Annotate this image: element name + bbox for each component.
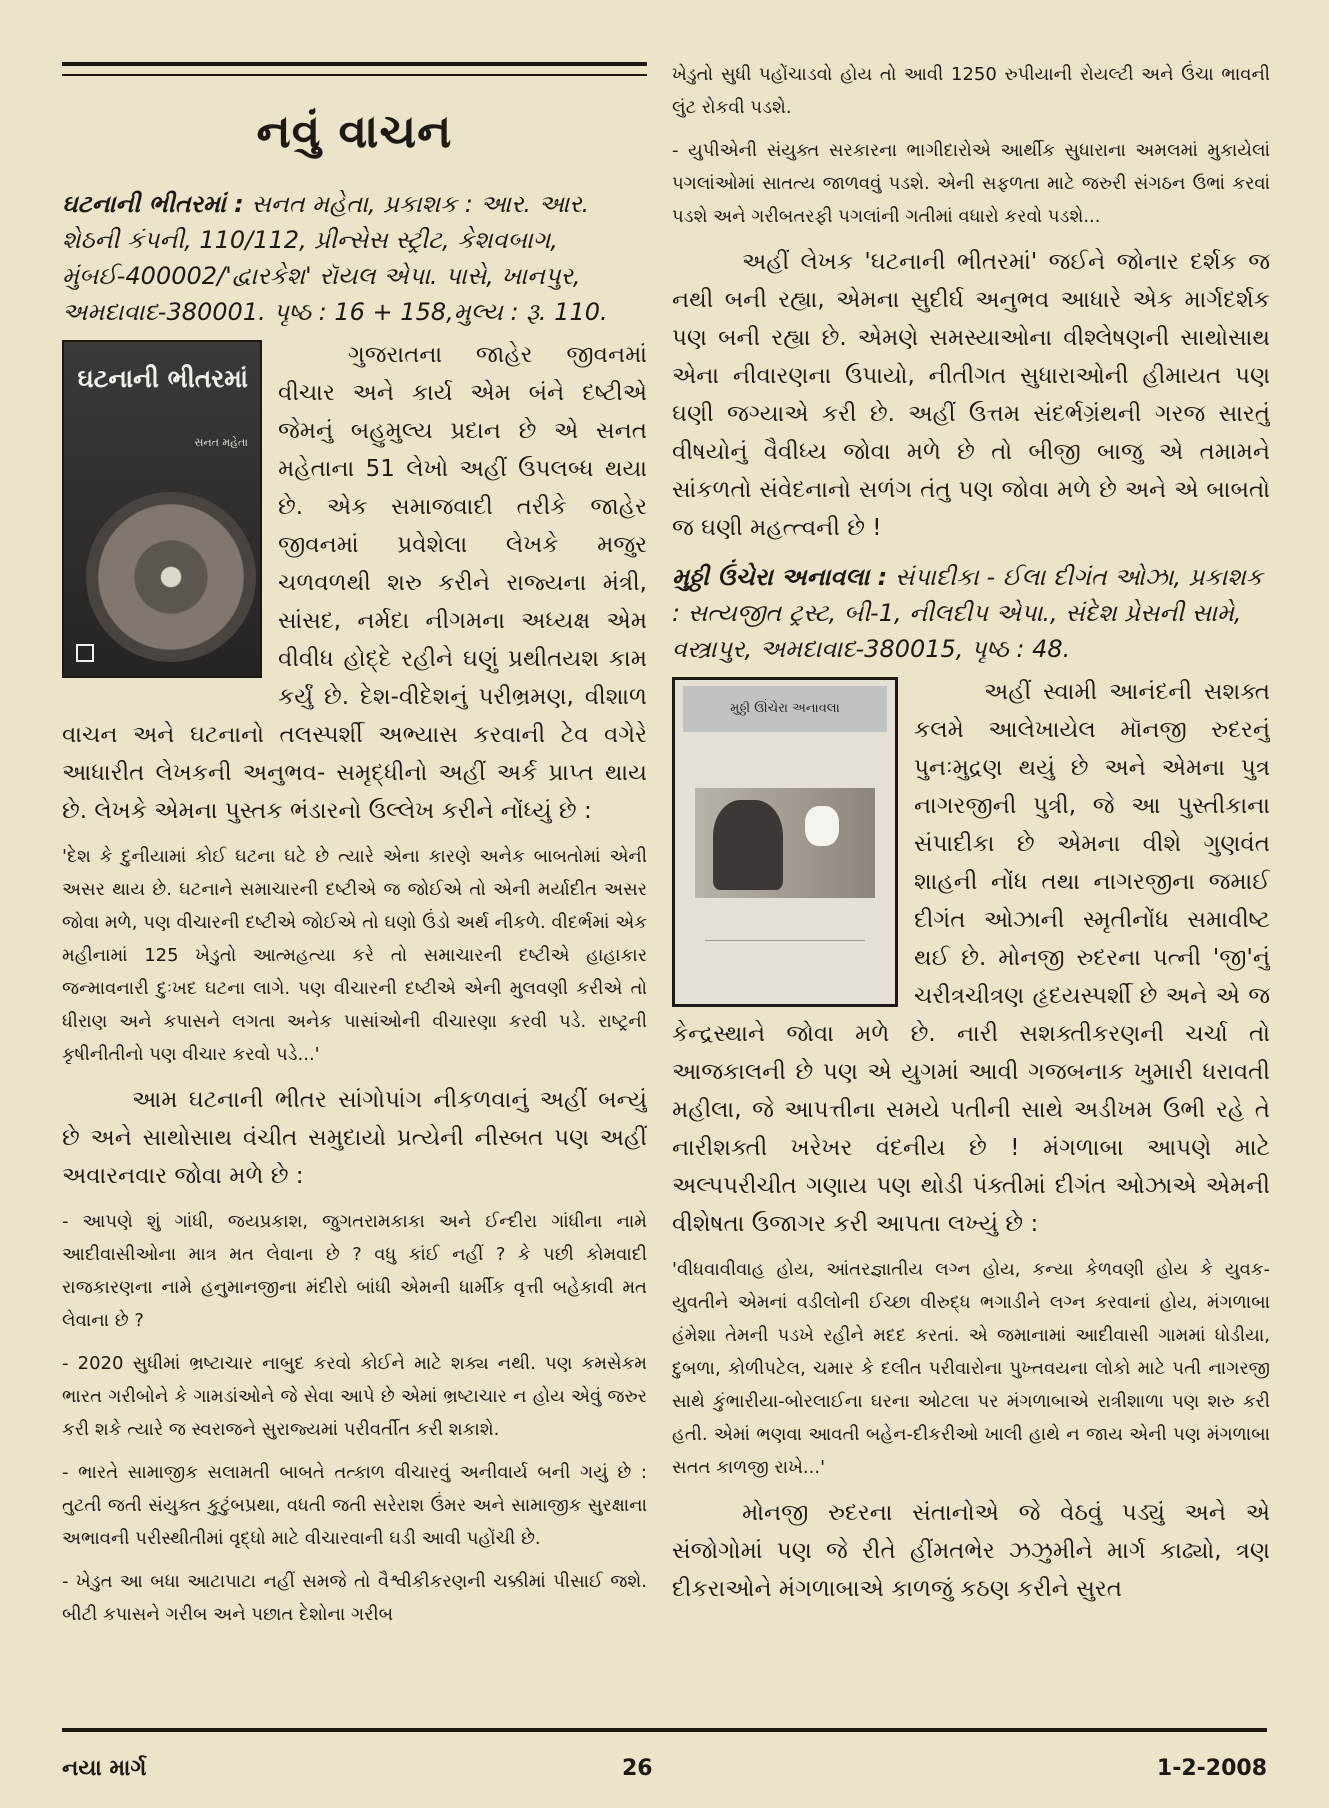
section-title: નવું વાચન [256, 104, 453, 158]
book1-bullet-5: - યુપીએની સંયુક્ત સરકારના ભાગીદારોએ આર્થીક સુધારાના અમલમાં મુકાયેલાં પગલાંઓમાં સાતત્ય જાળવવું પડશે. એની સફળતા માટે જરુરી સંગઠન ઉભાં કરવાં પડશે અને ગરીબતરફી પગલાંની ગતીમાં વધારો કરવો પડશે... [672, 140, 1270, 227]
footer-rule [62, 1728, 1267, 1732]
book1-title: ઘટનાની ભીતરમાં : [62, 190, 244, 218]
book1-quote: 'દેશ કે દુનીયામાં કોઈ ઘટના ઘટે છે ત્યારે એના કારણે અનેક બાબતોમાં એની અસર થાય છે. ઘટનાને સમાચારની દષ્ટીએ જ જોઈએ તો એની મર્યાદીત અસર જોવા મળે, પણ વીચારની દષ્ટીએ જોઈએ તો ઘણો ઉંડો અર્થ નીકળે. વીદર્ભમાં એક મહીનામાં 125 ખેડુતો આત્મહત્યા કરે તો સમાચારની દષ્ટીએ હાહાકાર જન્માવનારી દુઃખદ ઘટના લાગે. પણ વીચારની દષ્ટીએ એની મુલવણી કરીએ તો ધીરાણ અને કપાસને લગતા અનેક પાસાંઓની વીચારણા કરવી પડે. રાષ્ટ્રની કૃષીનીતીનો પણ વીચાર કરવો પડે...' [62, 846, 647, 1065]
left-column [62, 58, 647, 1718]
book1-para2: આમ ઘટનાની ભીતર સાંગોપાંગ નીકળવાનું અહીં બન્યું છે અને સાથોસાથ વંચીત સમુદાયો પ્રત્યેની નીસ્બત પણ અહીં અવારનવાર જોવા મળે છે : [62, 1087, 647, 1189]
book1-para1: ગુજરાતના જાહેર જીવનમાં વીચાર અને કાર્ય એમ બંને દષ્ટીએ જેમનું બહુમુલ્ય પ્રદાન છે એ સનત મહેતાના 51 લેખો અહીં ઉપલબ્ધ થયા છે. એક સમાજવાદી તરીકે જાહેર જીવનમાં પ્રવેશેલા લેખકે મજુર ચળવળથી શરુ કરીને રાજ્યના મંત્રી, સાંસદ, નર્મદા નીગમના અધ્યક્ષ એમ વીવીધ હોદ્દે રહીને ઘણું પ્રથીતયશ કામ કર્યું છે. દેશ-વીદેશનું પરીભ્રમણ, વીશાળ વાચન અને ઘટનાનો તલસ્પર્શી અભ્યાસ કરવાની ટેવ વગેરે આધારીત લેખકની અનુભવ- સમૃદ્ધીનો અહીં અર્ક પ્રાપ્ત થાય છે. લેખકે એમના પુસ્તક ભંડારનો ઉલ્લેખ કરીને નોંધ્યું છે : [62, 342, 647, 824]
book1-cover [62, 340, 262, 678]
book1-heading [62, 186, 647, 330]
book1-bullet-2: - 2020 સુધીમાં ભ્રષ્ટાચાર નાબુદ કરવો કોઈને માટે શક્ય નથી. પણ કમસેકમ ભારત ગરીબોને કે ગામડાંઓને જે સેવા આપે છે એમાં ભ્રષ્ટાચાર ન હોય એવું જરુર કરી શકે ત્યારે જ સ્વરાજને સુરાજ્યમાં પરીવર્તીત કરી શકાશે. [62, 1353, 647, 1440]
book1-details: સનત મહેતા, પ્રકાશક : આર. આર. શેઠની કંપની, 110/112, પ્રીન્સેસ સ્ટ્રીટ, કેશવબાગ, મુંબઈ-400002/'દ્વારકેશ' રૉયલ એપા. પાસે, ખાનપુર, અમદાવાદ-380001. પૃષ્ઠ : 16 + 158,મુલ્ય : રૂ. 110. [62, 190, 608, 326]
book2-title: મુઠ્ઠી ઉંચેરા અનાવલા : [672, 563, 888, 591]
right-column [672, 58, 1270, 1718]
book1-bullet-1: - આપણે શું ગાંધી, જયપ્રકાશ, જુગતરામકાકા અને ઈન્દીરા ગાંધીના નામે આદીવાસીઓના માત્ર મત લેવાના છે ? વધુ કાંઈ નહીં ? કે પછી કોમવાદી રાજકારણના નામે હનુમાનજીના મંદીરો બાંધી એમની ધાર્મીક વૃત્તી બહેકાવી મત લેવાના છે ? [62, 1211, 647, 1331]
footer-date: 1-2-2008 [1156, 1756, 1267, 1781]
disc-graphic [86, 492, 256, 662]
top-rule-thin [62, 74, 647, 76]
cover-small-text [705, 940, 865, 965]
right-continuation: ખેડુતો સુધી પહોંચાડવો હોય તો આવી 1250 રુપીયાની રોયલ્ટી અને ઉંચા ભાવની લુંટ રોકવી પડશે. [672, 64, 1270, 118]
footer-magazine: નયા માર્ગ [62, 1756, 147, 1781]
book1-bullet-4: - ખેડુત આ બધા આટાપાટા નહીં સમજે તો વૈશ્વીકીકરણની ચક્કીમાં પીસાઈ જશે. બીટી કપાસને ગરીબ અને પછાત દેશોના ગરીબ [62, 1571, 647, 1625]
cover-photo [695, 788, 875, 898]
book2-cover [672, 677, 898, 1007]
book2-cover-title: મુઠ્ઠી ઊંચેરા અનાવલા [683, 686, 887, 732]
book2-para1: અહીં સ્વામી આનંદની સશક્ત કલમે આલેખાયેલ મૉનજી રુદરનું પુનઃમુદ્રણ થયું છે અને એમના પુત્ર નાગરજીની પુત્રી, જે આ પુસ્તીકાના સંપાદીકા છે એમના વીશે ગુણવંત શાહની નોંધ તથા નાગરજીના જમાઈ દીગંત ઓઝાની સ્મૃતીનોંધ સમાવીષ્ટ થઈ છે. મોનજી રુદરના પત્ની 'જી'નું ચરીત્રચીત્રણ હૃદયસ્પર્શી છે અને એ જ કેન્દ્રસ્થાને જોવા મળે છે. નારી સશક્તીકરણની ચર્ચા તો આજકાલની છે પણ એ યુગમાં આવી ગજબનાક ખુમારી ધરાવતી મહીલા, જે આપત્તીના સમયે પતીની સાથે અડીખમ ઉભી રહે તે નારીશક્તી ખરેખર વંદનીય છે ! મંગળાબા આપણે માટે અલ્પપરીચીત ગણાય પણ થોડી પંક્તીમાં દીગંત ઓઝાએ એમની વીશેષતા ઉજાગર કરી આપતા લખ્યું છે : [672, 679, 1270, 1237]
book2-para2: મોનજી રુદરના સંતાનોએ જે વેઠવું પડ્યું અને એ સંજોગોમાં પણ જે રીતે હીંમતભેર ઝઝુમીને માર્ગ કાઢ્યો, ત્રણ દીકરાઓને મંગળાબાએ કાળજું કઠણ કરીને સુરત [672, 1500, 1270, 1602]
footer-page-number: 26 [622, 1756, 653, 1781]
publisher-logo-icon [76, 644, 94, 662]
book2-quote: 'વીધવાવીવાહ હોય, આંતરજ્ઞાતીય લગ્ન હોય, કન્યા કેળવણી હોય કે યુવક-યુવતીને એમનાં વડીલોની ઈચ્છા વીરુદ્ધ ભગાડીને લગ્ન કરવાનાં હોય, મંગળાબા હંમેશા તેમની પડખે રહીને મદદ કરતાં. એ જમાનામાં આદીવાસી ગામમાં ધોડીયા, દુબળા, કોળીપટેલ, ચમાર કે દલીત પરીવારોના પુખ્તવયના લોકો માટે પતી નાગરજી સાથે કુંભારીયા-બોરલાઈના ઘરના ઓટલા પર મંગળાબાએ રાત્રીશાળા પણ શરુ કરી હતી. એમાં ભણવા આવતી બહેન-દીકરીઓ ખાલી હાથે ન જાય એની પણ મંગળાબા સતત કાળજી રાખે...' [672, 1259, 1270, 1478]
book1-bullet-3: - ભારતે સામાજીક સલામતી બાબતે તત્કાળ વીચારવું અનીવાર્ય બની ગયું છે : તુટતી જતી સંયુક્ત કુટુંબપ્રથા, વધતી જતી સરેરાશ ઉંમર અને સામાજીક સુરક્ષાના અભાવની પરીસ્થીતીમાં વૃદ્ધો માટે વીચારવાની ઘડી આવી પહોંચી છે. [62, 1462, 647, 1549]
book1-cover-author: સનત મહેતા [194, 436, 248, 449]
book2-heading [672, 559, 1270, 667]
book1-para3: અહીં લેખક 'ઘટનાની ભીતરમાં' જઈને જોનાર દર્શક જ નથી બની રહ્યા, એમના સુદીર્ઘ અનુભવ આધારે એક માર્ગદર્શક પણ બની રહ્યા છે. એમણે સમસ્યાઓના વીશ્લેષણની સાથોસાથ એના નીવારણના ઉપાયો, નીતીગત સુધારાઓની હીમાયત પણ ઘણી જગ્યાએ કરી છે. અહીં ઉત્તમ સંદર્ભગ્રંથની ગરજ સારતું વીષયોનું વૈવીધ્ય જોવા મળે છે તો બીજી બાજુ એ તમામને સાંકળતો સંવેદનાનો સળંગ તંતુ પણ જોવા મળે છે અને એ બાબતો જ ઘણી મહત્ત્વની છે ! [672, 249, 1270, 541]
man-portrait-image [805, 806, 839, 846]
top-rule [62, 62, 647, 66]
woman-portrait-image [713, 800, 783, 890]
book1-cover-title: ઘટનાની ભીતરમાં [77, 364, 248, 393]
book2-details: સંપાદીકા - ઈલા દીગંત ઓઝા, પ્રકાશક : સત્યજીત ટ્રસ્ટ, બી-1, નીલદીપ એપા., સંદેશ પ્રેસની સામે, વસ્ત્રાપુર, અમદાવાદ-380015, પૃષ્ઠ : 48. [672, 563, 1263, 663]
cover-footer-text [683, 982, 887, 998]
